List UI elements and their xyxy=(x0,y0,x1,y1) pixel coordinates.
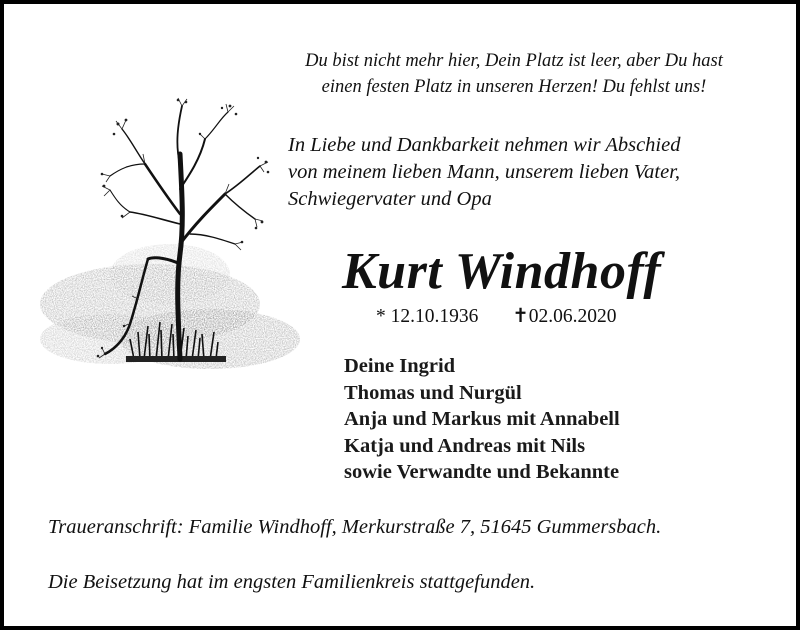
farewell-line: In Liebe und Dankbarkeit nehmen wir Abschied xyxy=(288,134,681,156)
mourner-line: sowie Verwandte und Bekannte xyxy=(344,461,620,483)
mourner-line: Katja und Andreas mit Nils xyxy=(344,434,586,457)
burial-note: Die Beisetzung hat im engsten Familienkreis stattgefunden. xyxy=(48,571,536,593)
deceased-name: Kurt Windhoff xyxy=(342,243,662,300)
mourner-line: Anja und Markus mit Annabell xyxy=(344,408,620,430)
farewell-text xyxy=(288,132,788,213)
birth-date: * 12.10.1936 xyxy=(376,306,479,327)
farewell-line: Schwiegervater und Opa xyxy=(288,188,492,210)
memorial-quote xyxy=(244,48,784,100)
mourning-address: Traueranschrift: Familie Windhoff, Merkurstraße 7, 51645 Gummersbach. xyxy=(48,516,662,538)
quote-line: Du bist nicht mehr hier, Dein Platz ist leer, aber Du hast xyxy=(305,51,723,71)
life-dates xyxy=(376,305,616,329)
quote-line: einen festen Platz in unseren Herzen! Du fehlst uns! xyxy=(321,77,707,97)
mourners-list xyxy=(344,353,620,486)
tree-illustration xyxy=(30,94,330,394)
mourner-line: Deine Ingrid xyxy=(344,355,456,377)
mourner-line: Thomas und Nurgül xyxy=(344,381,522,404)
death-date: ✝02.06.2020 xyxy=(512,306,617,327)
farewell-line: von meinem lieben Mann, unserem lieben Vater, xyxy=(288,161,681,183)
